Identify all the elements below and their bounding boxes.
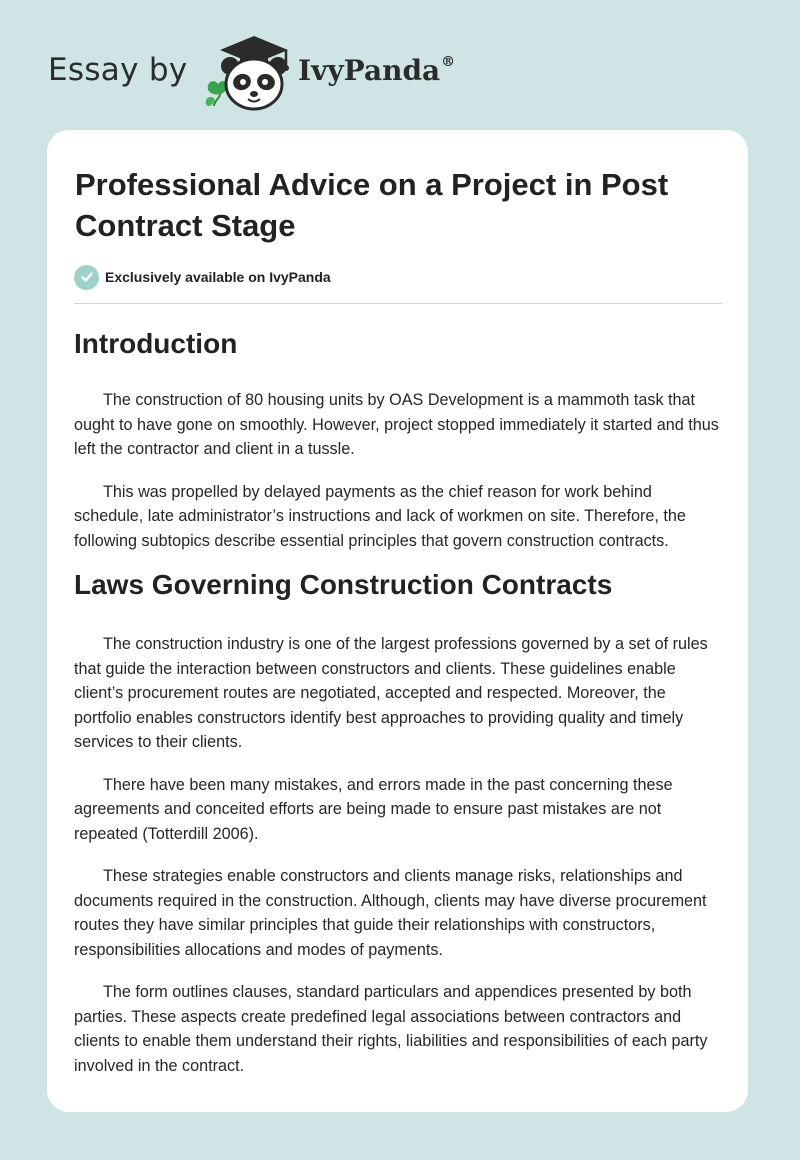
essay-body [74, 322, 722, 1078]
title-divider [74, 303, 723, 304]
site-header [48, 30, 508, 114]
exclusive-badge [74, 264, 331, 290]
section-heading-introduction: Introduction [74, 328, 238, 359]
essay-title: Professional Advice on a Project in Post Contract Stage [75, 167, 669, 243]
paragraph: The form outlines clauses, standard particulars and appendices presented by both parties. These aspects create predefined legal associations between contractors and clients to enable them understand their rights, liabilities and responsibilities of each party involved in the contract. [74, 983, 708, 1075]
check-icon [74, 265, 99, 290]
paragraph: This was propelled by delayed payments as the chief reason for work behind schedule, late administrator’s instructions and lack of workmen on site. Therefore, the following subtopics describe essential principles that govern construction contracts. [74, 482, 686, 550]
paragraph: These strategies enable constructors and clients manage risks, relationships and documents required in the construction. Although, clients may have diverse procurement routes they have similar principles that guide their relationships with constructors, responsibilities allocations and modes of payments. [74, 867, 707, 959]
paragraph: The construction of 80 housing units by OAS Development is a mammoth task that ought to have gone on smoothly. However, project stopped immediately it started and thus left the contractor and client in a tussle. [74, 391, 719, 458]
essay-card [47, 130, 748, 1112]
essay-by-label: Essay by [48, 52, 188, 88]
panda-graduate-icon [200, 32, 296, 112]
exclusive-badge-label: Exclusively available on IvyPanda [105, 269, 331, 285]
section-heading-laws: Laws Governing Construction Contracts [74, 569, 613, 600]
ivypanda-wordmark: IvyPanda® [298, 53, 456, 87]
paragraph: The construction industry is one of the largest professions governed by a set of rules that guide the interaction between constructors and clients. These guidelines enable client’s procurement routes are negotiated, accepted and respected. Moreover, the portfolio enables constructors identify best approaches to providing quality and timely services to their clients. [74, 635, 708, 751]
paragraph: There have been many mistakes, and errors made in the past concerning these agreements and conceited efforts are being made to ensure past mistakes are not repeated (Totterdill 2006). [74, 775, 673, 843]
